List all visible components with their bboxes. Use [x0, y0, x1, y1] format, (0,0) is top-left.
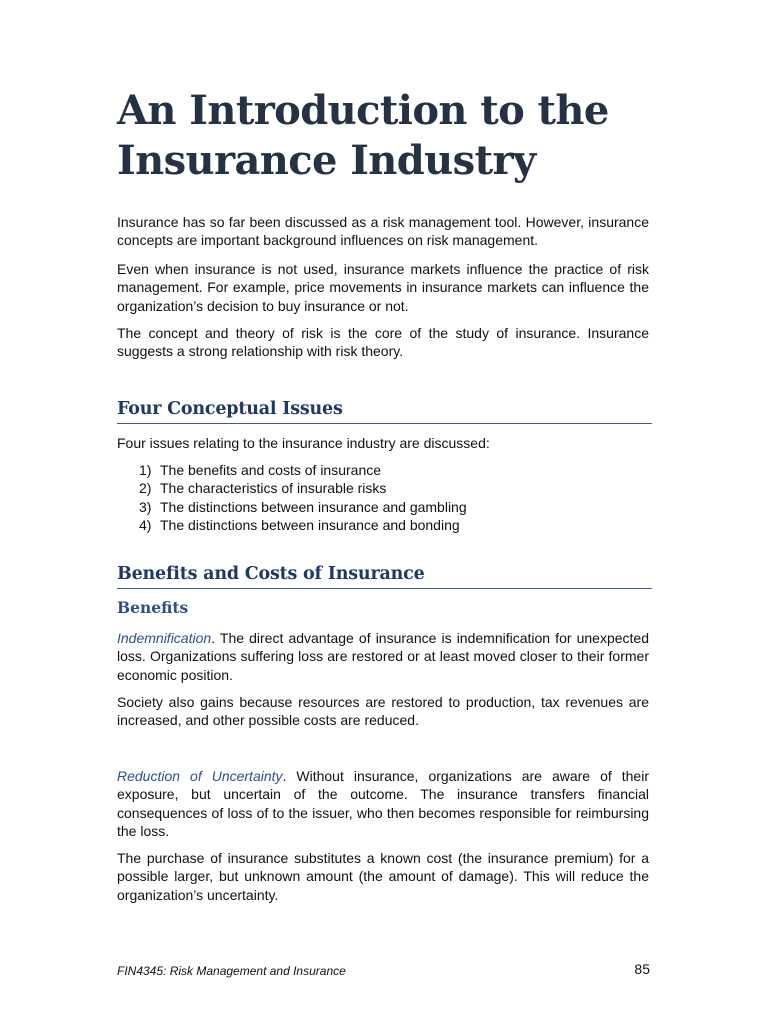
purchase-paragraph: The purchase of insurance substitutes a known cost (the insurance premium) for a possible larger, but unknown amount (the amount of damage). This will reduce the organization’s uncertainty.: [117, 850, 649, 903]
section-divider: [117, 588, 652, 589]
subheading-benefits: Benefits: [117, 598, 189, 617]
footer-course-title: FIN4345: Risk Management and Insurance: [117, 964, 346, 978]
footer-page-number: 85: [634, 961, 650, 977]
list-item: [117, 516, 637, 534]
section-heading-benefits-costs: Benefits and Costs of Insurance: [117, 564, 425, 584]
uncertainty-body: . Without insurance, organizations are aware of their exposure, but uncertain of the outcome. The insurance transfers financial consequences of loss of to the issuer, who then becomes responsible for reimbursing the loss.: [117, 768, 649, 839]
list-item-text: The distinctions between insurance and gambling: [160, 498, 467, 515]
list-item-text: The benefits and costs of insurance: [160, 462, 382, 478]
page-title-line-1: An Introduction to the: [117, 87, 609, 134]
list-item-number: 2): [139, 480, 152, 497]
list-item-number: 1): [139, 462, 152, 478]
list-item-text: The characteristics of insurable risks: [160, 480, 387, 497]
intro-paragraph-1: Insurance has so far been discussed as a risk management tool. However, insurance concepts are important background influences on risk management.: [117, 214, 649, 249]
section-divider: [117, 423, 652, 424]
intro-paragraph-2: Even when insurance is not used, insurance markets influence the practice of risk management. For example, price movements in insurance markets can influence the organization’s decision to buy insurance or not.: [117, 261, 649, 314]
list-item: [117, 461, 637, 479]
page-title: [117, 86, 677, 186]
list-item-number: 3): [139, 498, 152, 515]
uncertainty-paragraph: [117, 767, 649, 840]
page-title-line-2: Insurance Industry: [117, 137, 536, 184]
indemnification-term: Indemnification: [117, 630, 212, 646]
intro-paragraph-3: The concept and theory of risk is the core of the study of insurance. Insurance suggests a strong relationship with risk theory.: [117, 325, 649, 360]
society-paragraph: Society also gains because resources are restored to production, tax revenues are increased, and other possible costs are reduced.: [117, 694, 649, 729]
indemnification-body: . The direct advantage of insurance is indemnification for unexpected loss. Organizations suffering loss are restored or at least moved closer to their former economic position.: [117, 630, 649, 683]
list-item-number: 4): [139, 516, 152, 533]
issues-list: [117, 461, 637, 534]
section-heading-conceptual-issues: Four Conceptual Issues: [117, 399, 343, 419]
uncertainty-term: Reduction of Uncertainty: [117, 768, 283, 784]
list-item: [117, 498, 637, 516]
issues-lead-text: Four issues relating to the insurance industry are discussed:: [117, 435, 490, 451]
list-item: [117, 479, 637, 497]
indemnification-paragraph: [117, 629, 649, 684]
list-item-text: The distinctions between insurance and bonding: [160, 516, 460, 533]
